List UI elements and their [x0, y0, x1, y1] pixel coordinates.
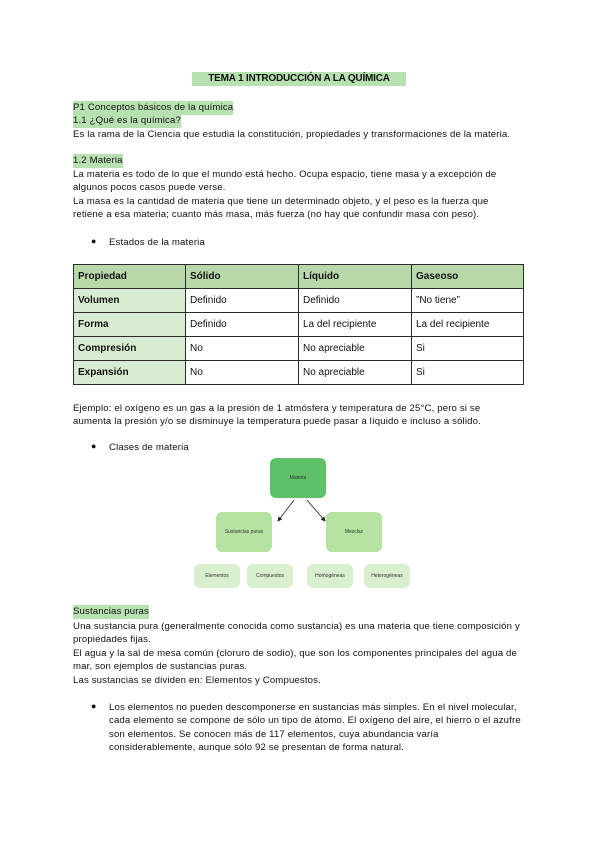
- subheading-sustancias: Sustancias puras: [73, 606, 149, 617]
- table-cell: No: [186, 361, 299, 385]
- elementos-line: Los elementos no pueden descomponerse en sustancias más simples. En el nivel molecular,: [109, 702, 517, 713]
- table-cell: Definido: [299, 289, 412, 313]
- paragraph-1-2-line: La masa es la cantidad de materia que tiene un determinado objeto, y el peso es la fuerza que: [73, 196, 489, 207]
- table-row-label: Forma: [74, 313, 186, 337]
- sustancias-line: mar, son ejemplos de sustancias puras.: [73, 661, 248, 672]
- table-row-label: Expansión: [74, 361, 186, 385]
- table-row: [74, 361, 524, 385]
- document-title: TEMA 1 INTRODUCCIÓN A LA QUÍMICA: [192, 72, 406, 86]
- matter-classification-diagram: [190, 458, 420, 590]
- table-cell: Definido: [186, 313, 299, 337]
- node-mezclas: Mezclas: [326, 512, 382, 552]
- sustancias-line: propiedades fijas.: [73, 634, 151, 645]
- table-cell: La del recipiente: [412, 313, 524, 337]
- table-cell: No apreciable: [299, 337, 412, 361]
- sustancias-line: El agua y la sal de mesa común (cloruro de sodio), que son los componentes principales del agua de: [73, 648, 518, 659]
- node-materia: Materia: [270, 458, 326, 498]
- table-header-cell: Líquido: [299, 265, 412, 289]
- table-header-row: [74, 265, 524, 289]
- elementos-line: considerablemente, aunque sólo 92 se presentan de forma natural.: [109, 742, 404, 753]
- node-elementos: Elementos: [194, 564, 240, 588]
- table-cell: Si: [412, 337, 524, 361]
- node-heterogeneas: Heterogéneas: [364, 564, 410, 588]
- paragraph-1-1: Es la rama de la Ciencia que estudia la constitución, propiedades y transformaciones de la materia.: [73, 129, 511, 140]
- section-heading-p1: P1 Conceptos básicos de la química: [73, 102, 234, 113]
- table-row: [74, 289, 524, 313]
- sustancias-line: Las sustancias se dividen en: Elementos y Compuestos.: [73, 675, 321, 686]
- paragraph-1-2-line: algunos pocos casos puede verse.: [73, 182, 226, 193]
- arrow-to-mezclas: [307, 500, 325, 521]
- subheading-1-1: 1.1 ¿Qué es la química?: [73, 115, 181, 126]
- paragraph-1-2-line: retiene a esa materia; cuanto más masa, más fuerza (no hay que confundir masa con peso).: [73, 209, 480, 220]
- node-homogeneas: Homogéneas: [307, 564, 353, 588]
- bullet-clases: Clases de materia: [109, 442, 189, 453]
- table-cell: La del recipiente: [299, 313, 412, 337]
- table-cell: Definido: [186, 289, 299, 313]
- table-header-cell: Sólido: [186, 265, 299, 289]
- elementos-line: son elementos. Se conocen más de 117 elementos, cuya abundancia varía: [109, 729, 439, 740]
- node-sustancias-puras: Sustancias puras: [216, 512, 272, 552]
- table-row: [74, 337, 524, 361]
- sustancias-line: Una sustancia pura (generalmente conocida como sustancia) es una materia que tiene composición y: [73, 621, 520, 632]
- table-row: [74, 313, 524, 337]
- table-cell: Si: [412, 361, 524, 385]
- subheading-1-2: 1.2 Materia: [73, 155, 123, 166]
- table-header-cell: Propiedad: [74, 265, 186, 289]
- table-row-label: Compresión: [74, 337, 186, 361]
- elementos-line: cada elemento se compone de sólo un tipo de átomo. El oxígeno del aire, el hierro o el azufre: [109, 715, 521, 726]
- node-compuestos: Compuestos: [247, 564, 293, 588]
- arrow-to-sustancias: [278, 500, 294, 521]
- bullet-dot-icon: ●: [91, 441, 97, 451]
- table-cell: No: [186, 337, 299, 361]
- ejemplo-line: Ejemplo: el oxígeno es un gas a la presión de 1 atmósfera y temperatura de 25°C, pero si se: [73, 403, 481, 414]
- paragraph-1-2-line: La materia es todo de lo que el mundo está hecho. Ocupa espacio, tiene masa y a excepción de: [73, 169, 497, 180]
- ejemplo-line: aumenta la presión y/o se disminuye la temperatura puede pasar a líquido e incluso a sólido.: [73, 416, 481, 427]
- bullet-dot-icon: ●: [91, 701, 97, 711]
- table-cell: ”No tiene”: [412, 289, 524, 313]
- bullet-dot-icon: ●: [91, 236, 97, 246]
- table-header-cell: Gaseoso: [412, 265, 524, 289]
- bullet-estados: Estados de la materia: [109, 237, 205, 248]
- states-table: [73, 264, 524, 385]
- table-row-label: Volumen: [74, 289, 186, 313]
- table-cell: No apreciable: [299, 361, 412, 385]
